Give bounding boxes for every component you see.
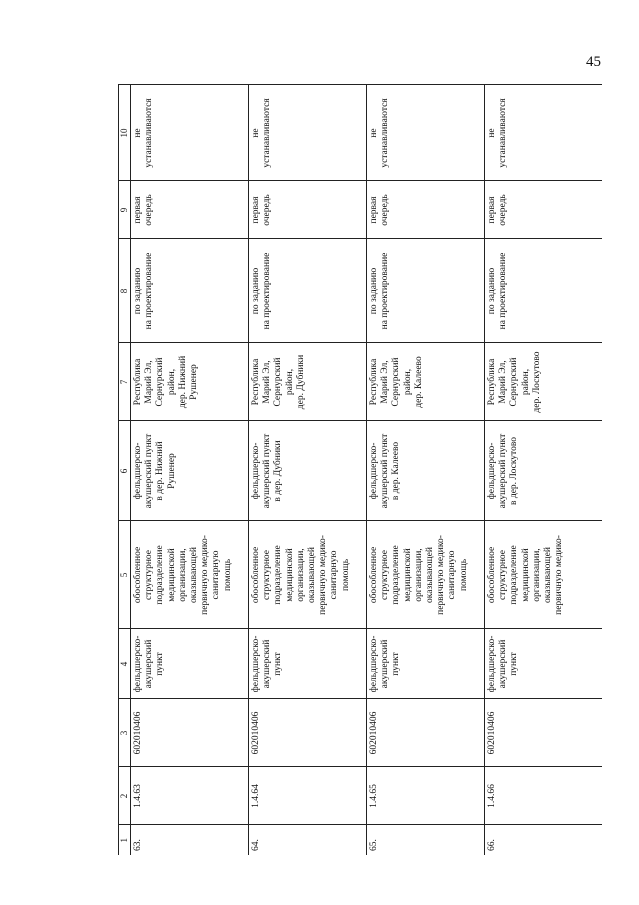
header-cell-5: 5	[119, 521, 131, 629]
object-zone: не устанавливаются	[131, 85, 249, 181]
object-type: фельдшерско- акушерский пункт	[249, 629, 367, 699]
table-row	[485, 85, 603, 855]
header-cell-7: 7	[119, 343, 131, 421]
oktmo-code: 602010406	[131, 699, 249, 767]
object-code: 1.4.66	[485, 767, 603, 825]
objects-table	[118, 85, 602, 856]
oktmo-code: 602010406	[249, 699, 367, 767]
table-row	[131, 85, 249, 855]
object-purpose: обособленное структурное подразделение медицинской организации, оказывающей первичную медико-	[485, 521, 603, 629]
header-cell-1: 1	[119, 825, 131, 855]
object-location: Республика Марий Эл, Сернурский район, дер. Нижний Рушенер	[131, 343, 249, 421]
object-code: 1.4.63	[131, 767, 249, 825]
table-row	[249, 85, 367, 855]
rotated-table	[118, 85, 588, 855]
object-name: фельдшерско- акушерский пункт в дер. Нижний Рушенер	[131, 421, 249, 521]
object-location: Республика Марий Эл, Сернурский район, дер. Лоскутово	[485, 343, 603, 421]
header-row	[119, 85, 131, 855]
object-stage: первая очередь	[367, 181, 485, 239]
object-location: Республика Марий Эл, Сернурский район, дер. Калеево	[367, 343, 485, 421]
object-type: фельдшерско- акушерский пункт	[367, 629, 485, 699]
header-cell-4: 4	[119, 629, 131, 699]
row-number: 63.	[131, 825, 249, 855]
object-type: фельдшерско- акушерский пункт	[485, 629, 603, 699]
object-params: по заданию на проектирование	[249, 239, 367, 343]
object-code: 1.4.64	[249, 767, 367, 825]
row-number: 64.	[249, 825, 367, 855]
object-params: по заданию на проектирование	[485, 239, 603, 343]
object-type: фельдшерско- акушерский пункт	[131, 629, 249, 699]
header-cell-10: 10	[119, 85, 131, 181]
header-cell-8: 8	[119, 239, 131, 343]
row-number: 65.	[367, 825, 485, 855]
header-cell-6: 6	[119, 421, 131, 521]
oktmo-code: 602010406	[485, 699, 603, 767]
header-cell-3: 3	[119, 699, 131, 767]
object-purpose: обособленное структурное подразделение медицинской организации, оказывающей первичную медико- санитарную помощь	[367, 521, 485, 629]
table-row	[367, 85, 485, 855]
object-stage: первая очередь	[485, 181, 603, 239]
object-purpose: обособленное структурное подразделение медицинской организации, оказывающей первичную медико- санитарную помощь	[249, 521, 367, 629]
object-name: фельдшерско- акушерский пункт в дер. Дубники	[249, 421, 367, 521]
row-number: 66.	[485, 825, 603, 855]
object-name: фельдшерско- акушерский пункт в дер. Калеево	[367, 421, 485, 521]
object-zone: не устанавливаются	[367, 85, 485, 181]
object-stage: первая очередь	[249, 181, 367, 239]
page-number: 45	[586, 54, 601, 70]
object-params: по заданию на проектирование	[367, 239, 485, 343]
header-cell-9: 9	[119, 181, 131, 239]
object-zone: не устанавливаются	[249, 85, 367, 181]
object-location: Республика Марий Эл, Сернурский район, дер. Дубники	[249, 343, 367, 421]
oktmo-code: 602010406	[367, 699, 485, 767]
object-zone: не устанавливаются	[485, 85, 603, 181]
object-stage: первая очередь	[131, 181, 249, 239]
object-purpose: обособленное структурное подразделение медицинской организации, оказывающей первичную медико- санитарную помощь	[131, 521, 249, 629]
object-name: фельдшерско- акушерский пункт в дер. Лоскутово	[485, 421, 603, 521]
header-cell-2: 2	[119, 767, 131, 825]
object-params: по заданию на проектирование	[131, 239, 249, 343]
object-code: 1.4.65	[367, 767, 485, 825]
